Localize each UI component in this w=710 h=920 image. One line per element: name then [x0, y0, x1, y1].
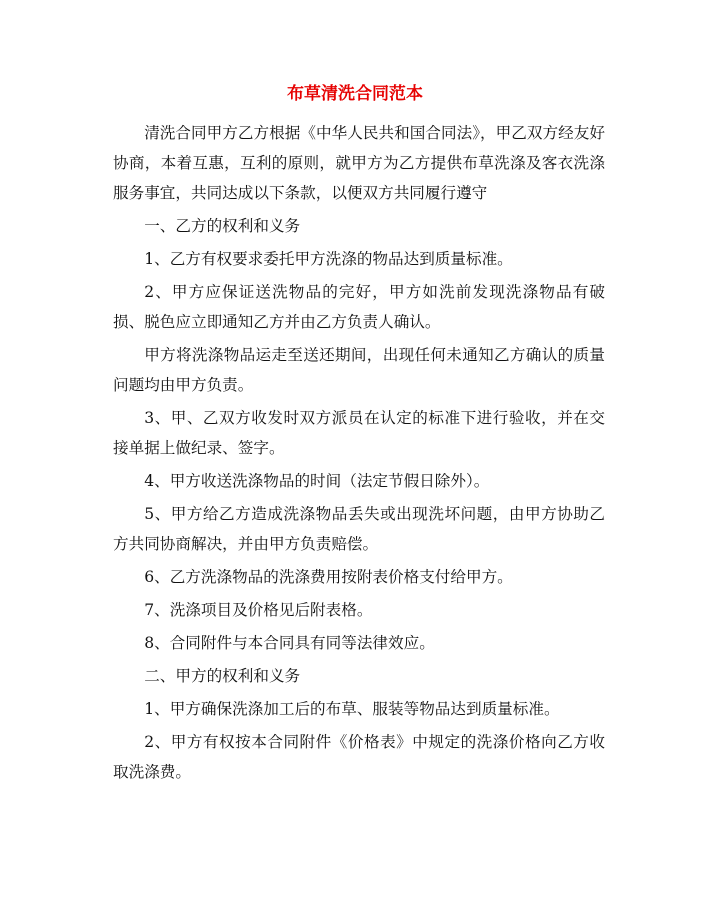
document-body	[113, 118, 605, 790]
document-title: 布草清洗合同范本	[287, 84, 423, 104]
clause-b-3: 3、甲、乙双方收发时双方派员在认定的标准下进行验收，并在交接单据上做纪录、签字。	[113, 409, 605, 457]
clause-a-1: 1、甲方确保洗涤加工后的布草、服装等物品达到质量标准。	[144, 700, 560, 718]
clause-b-5: 5、甲方给乙方造成洗涤物品丢失或出现洗坏问题，由甲方协助乙方共同协商解决，并由甲方负责赔偿。	[113, 505, 605, 553]
paragraph-intro: 清洗合同甲方乙方根据《中华人民共和国合同法》，甲乙双方经友好协商，本着互惠，互利的原则，就甲方为乙方提供布草洗涤及客衣洗涤服务事宜，共同达成以下条款，以便双方共同履行遵守	[113, 124, 605, 202]
clause-b-4: 4、甲方收送洗涤物品的时间（法定节假日除外）。	[144, 472, 490, 490]
clause-b-1: 1、乙方有权要求委托甲方洗涤的物品达到质量标准。	[144, 250, 513, 268]
clause-a-2: 2、甲方有权按本合同附件《价格表》中规定的洗涤价格向乙方收取洗涤费。	[113, 733, 605, 781]
clause-b-8: 8、合同附件与本合同具有同等法律效应。	[144, 634, 435, 652]
clause-b-2: 2、甲方应保证送洗物品的完好，甲方如洗前发现洗涤物品有破损、脱色应立即通知乙方并由乙方负责人确认。	[113, 283, 605, 331]
section-heading-party-a: 二、甲方的权利和义务	[144, 667, 301, 685]
clause-b-2-continued: 甲方将洗涤物品运走至送还期间，出现任何未通知乙方确认的质量问题均由甲方负责。	[113, 346, 605, 394]
clause-b-7: 7、洗涤项目及价格见后附表格。	[144, 601, 373, 619]
section-heading-party-b: 一、乙方的权利和义务	[144, 217, 301, 235]
clause-b-6: 6、乙方洗涤物品的洗涤费用按附表价格支付给甲方。	[144, 568, 513, 586]
